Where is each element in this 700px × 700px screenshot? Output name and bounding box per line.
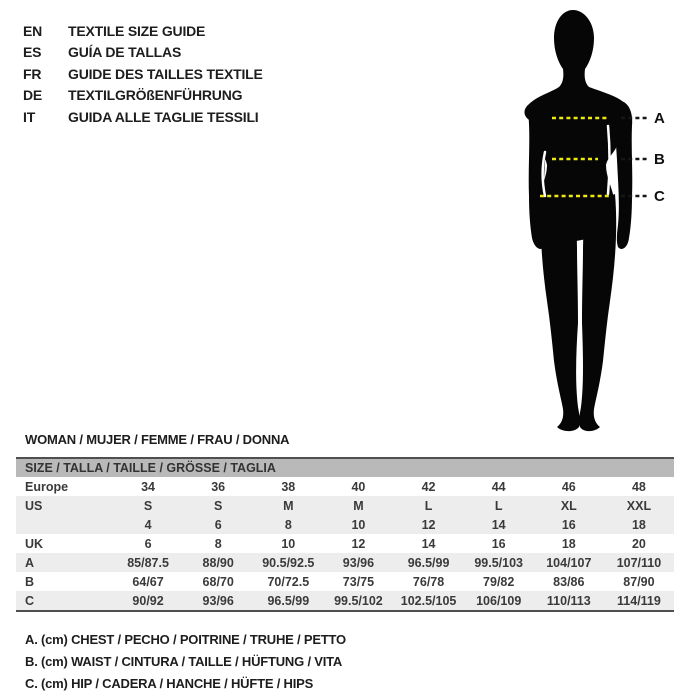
cell: 76/78 xyxy=(412,574,445,589)
cell: 70/72.5 xyxy=(267,574,310,589)
cell: 8 xyxy=(214,536,222,551)
cell: 104/107 xyxy=(546,555,592,570)
language-title-block xyxy=(23,20,263,128)
row-label: C xyxy=(25,593,35,608)
arm-gap-right xyxy=(608,126,610,194)
language-title: TEXTILGRÖßENFÜHRUNG xyxy=(68,87,243,104)
cell: XXL xyxy=(626,498,652,513)
cell: 90/92 xyxy=(132,593,164,608)
language-title: TEXTILE SIZE GUIDE xyxy=(68,22,206,39)
cell: 93/96 xyxy=(342,555,375,570)
size-table-header: SIZE / TALLA / TAILLE / GRÖSSE / TAGLIA xyxy=(16,459,674,477)
cell: 8 xyxy=(284,517,292,532)
language-code: IT xyxy=(23,108,36,125)
language-row-it xyxy=(23,106,263,128)
cell: 64/67 xyxy=(132,574,164,589)
cell: 42 xyxy=(421,479,436,494)
cell: 87/90 xyxy=(623,574,655,589)
cell: 10 xyxy=(281,536,296,551)
cell: 102.5/105 xyxy=(400,593,457,608)
language-code: EN xyxy=(23,22,43,39)
table-row-us-letter xyxy=(16,496,674,515)
chest-label: A xyxy=(654,110,665,127)
note-hip: C. (cm) HIP / CADERA / HANCHE / HÜFTE / HIPS xyxy=(25,676,314,691)
cell: 34 xyxy=(141,479,156,494)
cell: 93/96 xyxy=(202,593,234,608)
cell: 83/86 xyxy=(553,574,585,589)
cell: 16 xyxy=(491,536,506,551)
cell: 114/119 xyxy=(617,593,661,608)
cell: 12 xyxy=(351,536,366,551)
cell: 18 xyxy=(561,536,576,551)
woman-silhouette-icon xyxy=(524,10,632,431)
measurement-figure xyxy=(478,6,678,432)
cell: S xyxy=(214,498,223,513)
cell: 46 xyxy=(561,479,576,494)
row-label: A xyxy=(25,555,35,570)
cell: 40 xyxy=(351,479,366,494)
row-label: Europe xyxy=(25,479,69,494)
note-waist: B. (cm) WAIST / CINTURA / TAILLE / HÜFTUNG / VITA xyxy=(25,654,343,669)
measurement-notes xyxy=(25,629,346,695)
table-row-chest xyxy=(16,553,674,572)
cell: M xyxy=(353,498,364,513)
cell: 6 xyxy=(144,536,152,551)
note-chest: A. (cm) CHEST / PECHO / POITRINE / TRUHE / PETTO xyxy=(25,632,346,647)
language-title: GUÍA DE TALLAS xyxy=(68,44,182,61)
cell: 18 xyxy=(631,517,646,532)
cell: 85/87.5 xyxy=(127,555,169,570)
arm-gap-left xyxy=(543,152,545,196)
cell: 99.5/103 xyxy=(474,555,524,570)
cell: 99.5/102 xyxy=(334,593,383,608)
cell: 20 xyxy=(631,536,646,551)
language-row-fr xyxy=(23,63,263,85)
gender-heading: WOMAN / MUJER / FEMME / FRAU / DONNA xyxy=(25,432,290,447)
size-table xyxy=(16,457,674,612)
language-row-es xyxy=(23,42,263,64)
cell: 36 xyxy=(211,479,226,494)
cell: 14 xyxy=(491,517,506,532)
waist-label: B xyxy=(654,151,665,168)
cell: 90.5/92.5 xyxy=(262,555,315,570)
language-code: DE xyxy=(23,87,43,104)
cell: 48 xyxy=(631,479,646,494)
table-row-us-numeric xyxy=(16,515,674,534)
cell: XL xyxy=(560,498,577,513)
language-code: FR xyxy=(23,65,42,82)
cell: 6 xyxy=(214,517,222,532)
row-label: US xyxy=(25,498,43,513)
language-title: GUIDE DES TAILLES TEXTILE xyxy=(68,65,263,82)
cell: 14 xyxy=(421,536,436,551)
cell: 4 xyxy=(144,517,152,532)
cell: 38 xyxy=(281,479,296,494)
table-row-hip xyxy=(16,591,674,610)
cell: 12 xyxy=(421,517,436,532)
row-label: B xyxy=(25,574,35,589)
cell: 79/82 xyxy=(483,574,515,589)
cell: 44 xyxy=(491,479,506,494)
cell: 110/113 xyxy=(546,593,591,608)
table-row-uk xyxy=(16,534,674,553)
table-row-europe xyxy=(16,477,674,496)
language-code: ES xyxy=(23,44,42,61)
cell: 88/90 xyxy=(202,555,234,570)
cell: 96.5/99 xyxy=(407,555,450,570)
row-label: UK xyxy=(25,536,44,551)
cell: L xyxy=(424,498,433,513)
language-row-de xyxy=(23,85,263,107)
cell: 96.5/99 xyxy=(267,593,310,608)
cell: L xyxy=(494,498,503,513)
cell: S xyxy=(143,498,153,513)
language-row-en xyxy=(23,20,263,42)
cell: 73/75 xyxy=(342,574,375,589)
hip-label: C xyxy=(654,188,665,205)
cell: 106/109 xyxy=(476,593,522,608)
table-row-waist xyxy=(16,572,674,591)
cell: 107/110 xyxy=(616,555,662,570)
language-title: GUIDA ALLE TAGLIE TESSILI xyxy=(68,108,259,125)
cell: 10 xyxy=(351,517,366,532)
cell: 68/70 xyxy=(202,574,234,589)
cell: M xyxy=(283,498,294,513)
cell: 16 xyxy=(561,517,576,532)
